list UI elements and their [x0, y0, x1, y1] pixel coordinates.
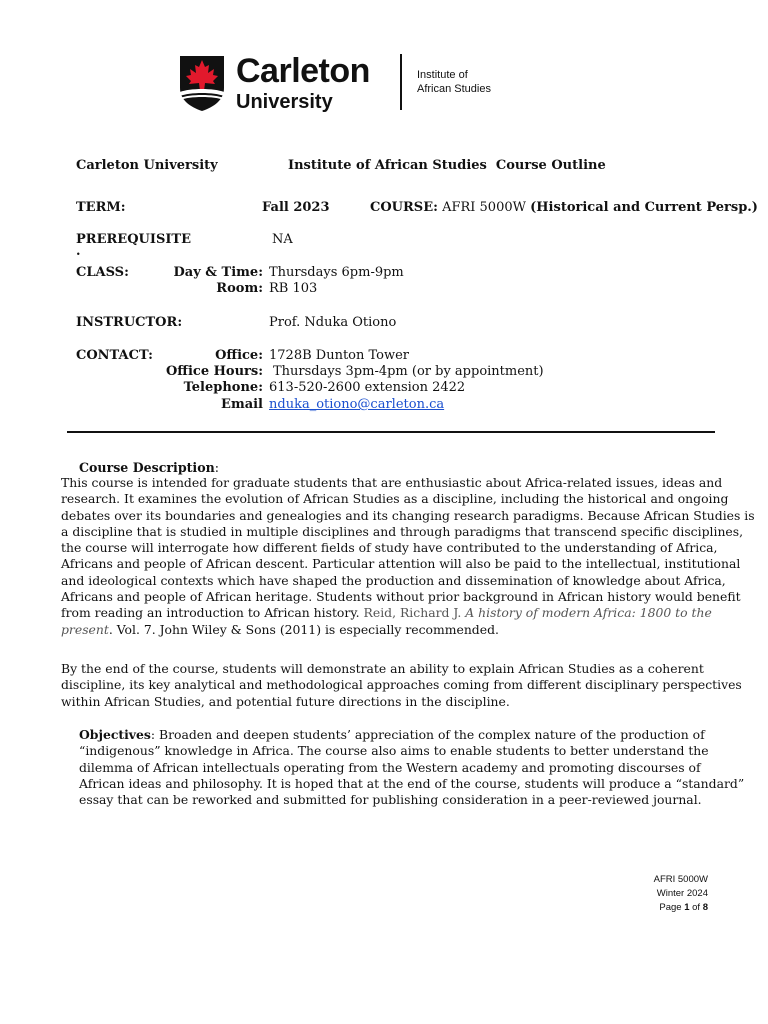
term-label: TERM: [76, 200, 126, 215]
section-divider [67, 431, 715, 433]
objectives-paragraph [79, 727, 745, 808]
instructor-value: Prof. Nduka Otiono [269, 315, 397, 330]
telephone-value: 613-520-2600 extension 2422 [269, 380, 466, 395]
term-value: Fall 2023 [262, 200, 330, 215]
university-heading: Carleton University [76, 158, 218, 173]
description-line: Africans and people of African descent. Particular attention will also be paid to the intellectual, institutional [61, 556, 741, 572]
description-heading-text: Course Description [79, 460, 215, 475]
prerequisite-label: PREREQUISITE [76, 232, 191, 247]
objectives-line: “indigenous” knowledge in Africa. The course also aims to enable students to better understand the [79, 743, 709, 759]
course-code: AFRI 5000W [442, 200, 526, 215]
description-line: the course will interrogate how different fields of study have contributed to the understanding of Africa, [61, 540, 718, 556]
footer-course-code: AFRI 5000W [653, 874, 708, 885]
outline-title: Institute of African Studies Course Outline [288, 158, 606, 173]
maple-leaf-shield-icon [178, 54, 226, 112]
office-label: Office: [215, 348, 263, 363]
reference-author: Reid, Richard J. [359, 605, 462, 621]
description-heading [79, 460, 219, 475]
reference-title-part2: present [61, 621, 109, 637]
footer-page-mid: of [689, 902, 703, 913]
course-label: COURSE: [370, 200, 438, 215]
outcome-line: By the end of the course, students will demonstrate an ability to explain African Studies as a coherent [61, 661, 704, 676]
footer-term: Winter 2024 [656, 888, 708, 899]
description-heading-colon: : [214, 460, 220, 475]
email-label: Email [221, 397, 263, 412]
logo-carleton-text: Carleton [236, 52, 370, 90]
office-hours-label: Office Hours: [165, 364, 263, 379]
day-time-value: Thursdays 6pm-9pm [269, 265, 404, 280]
objectives-line: essay that can be reworked and submitted for publishing consideration in a peer-reviewed journal. [79, 792, 702, 808]
instructor-label: INSTRUCTOR: [76, 315, 183, 330]
logo-institute-line2: African Studies [417, 83, 491, 95]
description-line: This course is intended for graduate students that are enthusiastic about Africa-related issues, ideas and [61, 475, 723, 490]
objectives-line: African ideas and philosophy. It is hoped that at the end of the course, students will produce a “standard” [79, 775, 745, 791]
objectives-first-line [79, 727, 705, 743]
reference-title-part1: A history of modern Africa: 1800 to the [461, 605, 712, 621]
telephone-label: Telephone: [183, 380, 263, 395]
footer-page-number [659, 901, 708, 914]
contact-label: CONTACT: [76, 348, 153, 363]
carleton-logo [178, 52, 508, 114]
reference-tail: . Vol. 7. John Wiley & Sons (2011) is especially recommended. [108, 621, 499, 637]
description-line: a discipline that is studied in multiple disciplines and through paradigms that transcend specific disciplines, [61, 523, 744, 539]
outcome-paragraph [61, 661, 742, 710]
description-line: debates over its boundaries and genealogies and its changing research paradigms. Because African Studies is [61, 507, 755, 523]
outcome-line: within African Studies, and potential future directions in the discipline. [61, 693, 510, 709]
prerequisite-value: NA [272, 232, 293, 247]
course-line [370, 200, 758, 215]
footer-page-current: 1 [684, 902, 690, 913]
day-time-label: Day & Time: [173, 265, 263, 280]
outcome-line: discipline, its key analytical and methodological approaches coming from different disciplinary perspectives [61, 677, 742, 693]
room-value: RB 103 [269, 281, 318, 296]
logo-divider [400, 54, 402, 110]
footer-page-prefix: Page [659, 902, 685, 913]
class-label: CLASS: [76, 265, 129, 280]
logo-university-text: University [236, 91, 333, 113]
logo-institute-line1: Institute of [417, 69, 468, 81]
description-line: and ideological contexts which have shaped the production and dissemination of knowledge about Africa, [61, 572, 726, 588]
description-line: Africans and people of African heritage. Students without prior background in African history would benefit [61, 589, 741, 605]
description-line-reference-tail [61, 622, 711, 638]
objectives-line: dilemma of African intellectuals operating from the Western academy and promoting discourses of [79, 759, 701, 775]
objectives-label: Objectives [79, 727, 151, 742]
office-hours-value: Thursdays 3pm-4pm (or by appointment) [273, 364, 544, 379]
email-link[interactable]: nduka_otiono@carleton.ca [269, 397, 445, 412]
line9-text: from reading an introduction to African history. [61, 605, 360, 621]
description-line-reference [61, 605, 711, 621]
course-title: (Historical and Current Persp.) [530, 200, 758, 215]
room-label: Room: [216, 281, 263, 296]
footer-page-total: 8 [702, 902, 708, 913]
prerequisite-label-dot: . [76, 244, 81, 259]
objectives-first-line-text: : Broaden and deepen students’ appreciation of the complex nature of the production of [150, 727, 705, 742]
description-paragraph [61, 475, 755, 638]
office-value: 1728B Dunton Tower [269, 348, 410, 363]
description-line: research. It examines the evolution of African Studies as a discipline, including the historical and ongoing [61, 491, 729, 507]
